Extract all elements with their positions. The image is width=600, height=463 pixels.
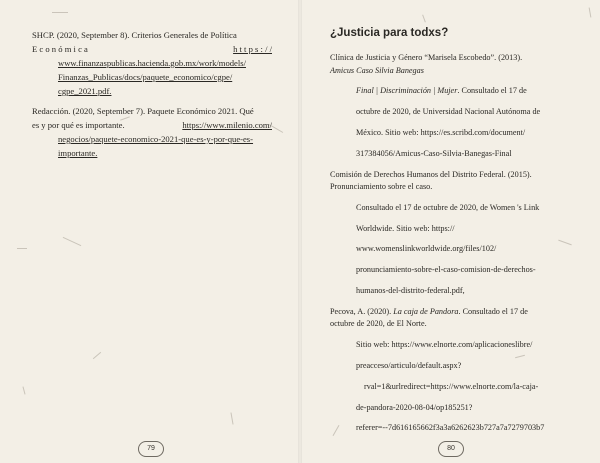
reference-text: Consultado el 17 de octubre de 2020, de Women 's Link xyxy=(356,202,540,212)
reference-link[interactable]: www.finanzaspublicas.hacienda.gob.mx/work/models/ xyxy=(58,58,246,68)
reference-link[interactable]: negocios/paquete-economico-2021-que-es-y-por-que-es- xyxy=(58,134,254,144)
reference-link[interactable]: Finanzas_Publicas/docs/paquete_economico/cgpe/ xyxy=(58,72,233,82)
reference-text xyxy=(330,306,580,319)
reference-text: Clínica de Justicia y Género “Marisela Escobedo”. (2013). xyxy=(330,53,523,62)
reference-text: Comisión de Derechos Humanos del Distrito Federal. (2015). xyxy=(330,169,532,179)
reference-text: SHCP. (2020, September 8). Criterios Generales de Política xyxy=(32,30,237,40)
reference-link[interactable]: cgpe_2021.pdf. xyxy=(58,86,112,96)
reference-redaccion xyxy=(32,104,272,160)
book-gutter xyxy=(298,0,302,463)
reference-text xyxy=(330,85,580,98)
reference-text: Sitio web: https://www.elnorte.com/aplicacioneslibre/ xyxy=(356,340,533,350)
reference-text: www.womenslinkworldwide.org/files/102/ xyxy=(356,244,497,254)
reference-text: Worldwide. Sitio web: https:// xyxy=(356,223,455,233)
reference-text: Pronunciamiento sobre el caso. xyxy=(330,182,433,192)
right-references xyxy=(330,52,580,443)
reference-text: pronunciamiento-sobre-el-caso-comision-de-derechos- xyxy=(356,265,536,275)
reference-text: preacceso/articulo/default.aspx? xyxy=(356,360,462,370)
reference-text: . Consultado el 17 de xyxy=(458,306,528,316)
page-number-right: 80 xyxy=(438,441,464,457)
reference-link[interactable]: importante. xyxy=(58,148,98,158)
reference-text: octubre de 2020, de Universidad Nacional Autónoma de xyxy=(356,107,541,117)
reference-text: Redacción. (2020, September 7). Paquete Económico 2021. Qué xyxy=(32,106,254,116)
reference-text: de-pandora-2020-08-04/op185251? xyxy=(356,402,473,412)
reference-text: E c o n ó m i c a xyxy=(32,44,88,54)
reference-text: referer=--7d616165662f3a3a6262623b727a7a7279703b7 xyxy=(356,423,545,433)
page-title: ¿Justicia para todxs? xyxy=(330,27,449,39)
reference-link[interactable]: h t t p s : / / xyxy=(233,44,272,54)
left-references xyxy=(32,28,272,166)
reference-text: Final | Discriminación | Mujer xyxy=(356,86,458,96)
page-number-left: 79 xyxy=(138,441,164,457)
reference-text: Amicus Caso Silvia Banegas xyxy=(330,65,424,75)
reference-text: 317384056/Amicus-Caso-Silvia-Banegas-Final xyxy=(356,148,512,158)
reference-link[interactable]: https://www.milenio.com/ xyxy=(182,120,272,130)
reference-text: La caja de Pandora xyxy=(393,306,459,316)
reference-text: es y por qué es importante. xyxy=(32,120,125,130)
reference-text: México. Sitio web: https://es.scribd.com/document/ xyxy=(356,127,526,137)
paper-fleck xyxy=(17,248,27,249)
reference-shcp xyxy=(32,28,272,98)
reference-text: rval=1&urlredirect=https://www.elnorte.com/la-caja- xyxy=(364,381,539,391)
reference-text: octubre de 2020, de El Norte. xyxy=(330,319,427,329)
paper-fleck xyxy=(52,12,68,13)
reference-text: Pecova, A. (2020). xyxy=(330,306,392,316)
reference-text: . Consultado el 17 de xyxy=(457,86,527,96)
reference-text: humanos-del-distrito-federal.pdf, xyxy=(356,286,465,295)
